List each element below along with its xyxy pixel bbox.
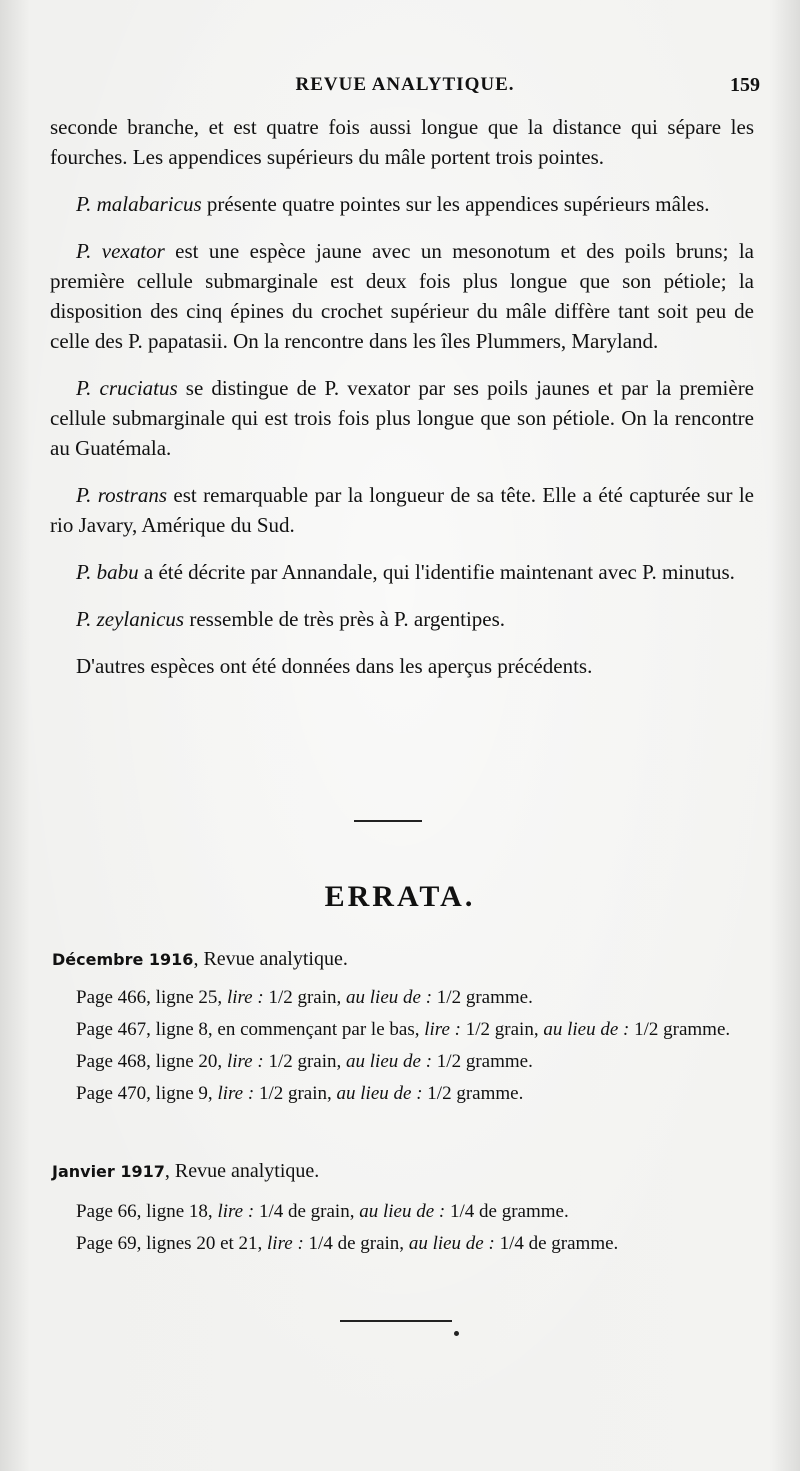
paragraph — [50, 236, 754, 356]
errata-section-date: Janvier 1917 — [52, 1162, 165, 1181]
errata-entry — [76, 1016, 756, 1044]
paragraph-text: présente quatre pointes sur les appendices supérieurs mâles. — [201, 192, 710, 216]
errata-correct: 1/2 grain, — [254, 1083, 337, 1104]
species-name: P. malabaricus — [76, 192, 202, 216]
errata-lire: lire : — [217, 1201, 255, 1222]
species-name: P. cruciatus — [76, 376, 178, 400]
errata-list — [76, 984, 756, 1112]
errata-location: Page 466, ligne 25, — [76, 987, 227, 1008]
paragraph — [50, 480, 754, 540]
errata-list — [76, 1198, 756, 1262]
errata-location: Page 467, ligne 8, en commençant par le bas, — [76, 1019, 425, 1040]
errata-lire: lire : — [226, 1051, 264, 1072]
errata-section-source: , Revue analytique. — [193, 948, 348, 970]
paragraph — [50, 189, 754, 219]
errata-location: Page 66, ligne 18, — [76, 1201, 218, 1222]
paragraph-text: se distingue de P. vexator par ses poils jaunes et par la première cellule submarginale qui est trois fois plus longue que son pétiole. On la rencontre au Guatémala. — [50, 376, 755, 460]
errata-section-heading — [52, 948, 348, 971]
errata-title: ERRATA. — [324, 880, 476, 913]
errata-au-lieu: au lieu de : — [346, 1051, 433, 1072]
errata-correct: 1/4 de grain, — [303, 1233, 409, 1254]
errata-wrong: 1/4 de gramme. — [445, 1201, 569, 1222]
errata-au-lieu: au lieu de : — [346, 987, 433, 1008]
errata-entry — [76, 984, 756, 1012]
species-name: P. zeylanicus — [76, 607, 185, 631]
errata-au-lieu: au lieu de : — [359, 1201, 446, 1222]
errata-wrong: 1/4 de gramme. — [494, 1233, 619, 1254]
errata-entry — [76, 1048, 756, 1076]
errata-lire: lire : — [226, 987, 264, 1008]
errata-section-date: Décembre 1916 — [52, 950, 194, 969]
species-name: P. rostrans — [76, 483, 168, 507]
paragraph — [50, 373, 754, 463]
errata-au-lieu: au lieu de : — [336, 1083, 423, 1104]
paragraph — [50, 651, 754, 681]
errata-correct: 1/2 grain, — [263, 987, 347, 1008]
errata-au-lieu: au lieu de : — [543, 1019, 630, 1040]
paragraph — [50, 557, 754, 587]
paragraph — [50, 604, 754, 634]
errata-correct: 1/2 grain, — [461, 1019, 544, 1040]
paragraph-text: a été décrite par Annandale, qui l'identifie maintenant avec P. minutus. — [138, 560, 735, 584]
running-head — [50, 74, 760, 102]
errata-section-heading — [52, 1160, 319, 1183]
errata-section-source: , Revue analytique. — [164, 1160, 320, 1182]
errata-lire: lire : — [267, 1233, 304, 1254]
end-ornament-dot — [454, 1331, 459, 1336]
paragraph-text: D'autres espèces ont été données dans les aperçus précédents. — [76, 654, 593, 678]
running-title: REVUE ANALYTIQUE. — [295, 74, 515, 95]
errata-correct: 1/2 grain, — [263, 1051, 347, 1072]
errata-entry — [76, 1198, 756, 1226]
species-name: P. vexator — [76, 239, 165, 263]
species-name: P. babu — [76, 560, 139, 584]
errata-location: Page 69, lignes 20 et 21, — [76, 1233, 268, 1254]
errata-location: Page 468, ligne 20, — [76, 1051, 227, 1072]
end-ornament-rule — [340, 1320, 452, 1322]
paragraph — [50, 112, 754, 172]
paragraph-text: ressemble de très près à P. argentipes. — [184, 607, 506, 631]
errata-entry — [76, 1080, 756, 1108]
section-divider — [354, 820, 422, 822]
paragraph-text: seconde branche, et est quatre fois aussi longue que la distance qui sépare les fourches. Les appendices supérieurs du mâle portent trois pointes. — [50, 115, 754, 169]
errata-correct: 1/4 de grain, — [254, 1201, 360, 1222]
errata-lire: lire : — [217, 1083, 255, 1104]
errata-location: Page 470, ligne 9, — [76, 1083, 218, 1104]
errata-wrong: 1/2 gramme. — [432, 987, 533, 1008]
paragraph-text: est remarquable par la longueur de sa tête. Elle a été capturée sur le rio Javary, Amérique du Sud. — [50, 483, 754, 537]
errata-wrong: 1/2 gramme. — [422, 1083, 524, 1104]
errata-wrong: 1/2 gramme. — [432, 1051, 533, 1072]
errata-wrong: 1/2 gramme. — [629, 1019, 731, 1040]
errata-au-lieu: au lieu de : — [408, 1233, 495, 1254]
page-number: 159 — [730, 74, 760, 96]
errata-lire: lire : — [424, 1019, 461, 1040]
errata-entry — [76, 1230, 756, 1258]
paragraph-text: est une espèce jaune avec un mesonotum et des poils bruns; la première cellule submarginale est deux fois plus longue que son pétiole; la disposition des cinq épines du crochet supérieur du mâle diffère tant soit peu de celle des P. papatasii. On la rencontre dans les îles Plummers, Maryland. — [50, 239, 754, 353]
body-text — [50, 112, 754, 698]
